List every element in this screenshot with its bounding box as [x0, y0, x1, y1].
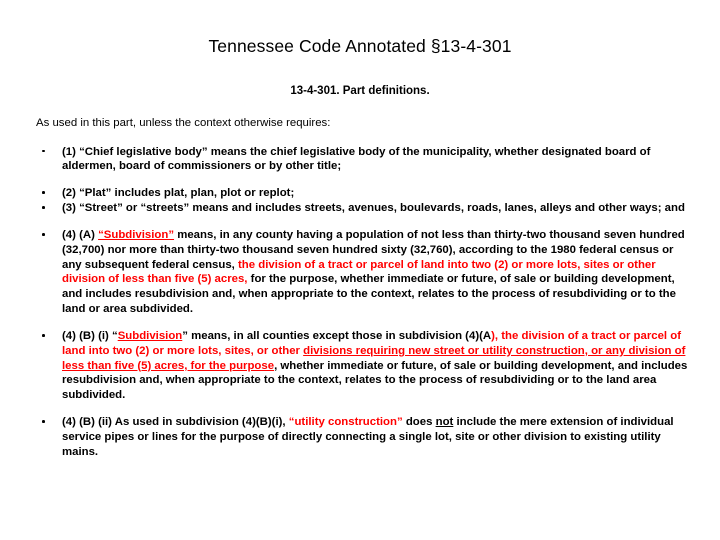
definition-4bi-amendment-underlined: divisions requiring new street or utility construction, or any division of less than five (5) acres, for the purpose — [62, 344, 686, 372]
bullet-dot-icon — [42, 233, 45, 236]
definition-4a-text-1: means, in any county having a population of not less than thirty-two thousand seven hundred (32,700) nor more than thirty-two thousand seven hundred sixty (32,760), according to the 1980 federal census or any subsequent federal census, — [62, 228, 685, 271]
definition-4bi-lead: (4) (B) (i) “ — [62, 329, 118, 342]
list-item — [36, 186, 696, 201]
list-item — [36, 145, 696, 175]
bullet-dot-icon — [42, 420, 45, 423]
list-item — [36, 329, 696, 403]
list-item — [36, 415, 696, 459]
definition-4bii-emphasis-not: not — [435, 416, 454, 429]
definition-3-text: (3) “Street” or “streets” means and includes streets, avenues, boulevards, roads, lanes, alleys and other ways; and — [62, 202, 685, 215]
definition-4a-term-highlight: “Subdivision” — [98, 228, 175, 241]
slide-subtitle: 13-4-301. Part definitions. — [290, 85, 430, 97]
definition-4bii-text-1: (4) (B) (ii) As used in subdivision (4)(B)(i), — [62, 416, 289, 429]
definition-4bii-term-highlight: “utility construction” — [288, 416, 403, 429]
definition-4bii-text-3: include the mere extension of individual service pipes or lines for the purpose of directly connecting a single lot, site or other division to existing utility mains. — [62, 416, 674, 458]
slide-body — [36, 116, 696, 472]
list-item — [36, 201, 696, 216]
slide-title: Tennessee Code Annotated §13-4-301 — [208, 36, 512, 56]
bullet-dot-icon — [42, 334, 45, 337]
definition-4a-amendment-highlight: the division of a tract or parcel of land into two (2) or more lots, sites or other division of less than five (5) acres, — [62, 258, 656, 286]
definition-4bi-term-highlight: Subdivision — [117, 329, 183, 342]
definition-4bii-text-2: does — [402, 416, 436, 429]
definition-4bi-amendment-highlight: ), the division of a tract or parcel of land into two (2) or more lots, sites, or other — [62, 329, 682, 357]
definition-4bi-text-1: ” means, in all counties except those in subdivision (4)(A — [182, 329, 492, 342]
definition-4a-lead: (4) (A) — [62, 228, 99, 241]
bullet-dot-icon — [42, 191, 45, 194]
intro-paragraph: As used in this part, unless the context otherwise requires: — [36, 117, 331, 129]
definition-4a-text-2: for the purpose, whether immediate or future, of sale or building development, and includes resubdivision and, when appropriate to the context, relates to the process of resubdividing or to the land or area subdivided. — [62, 273, 676, 316]
list-item — [36, 228, 696, 317]
bullet-dot-icon — [42, 206, 45, 209]
bullet-dot-icon — [42, 150, 45, 153]
definition-1-text: (1) “Chief legislative body” means the chief legislative body of the municipality, whether designated board of aldermen, board of commissioners or by other title; — [62, 145, 651, 173]
definition-4bi-text-2: , whether immediate or future, of sale or building development, and includes resubdivision and, when appropriate to the context, relates to the process of resubdividing or to the land area subdivided. — [62, 359, 688, 402]
definition-2-text: (2) “Plat” includes plat, plan, plot or replot; — [62, 187, 295, 200]
